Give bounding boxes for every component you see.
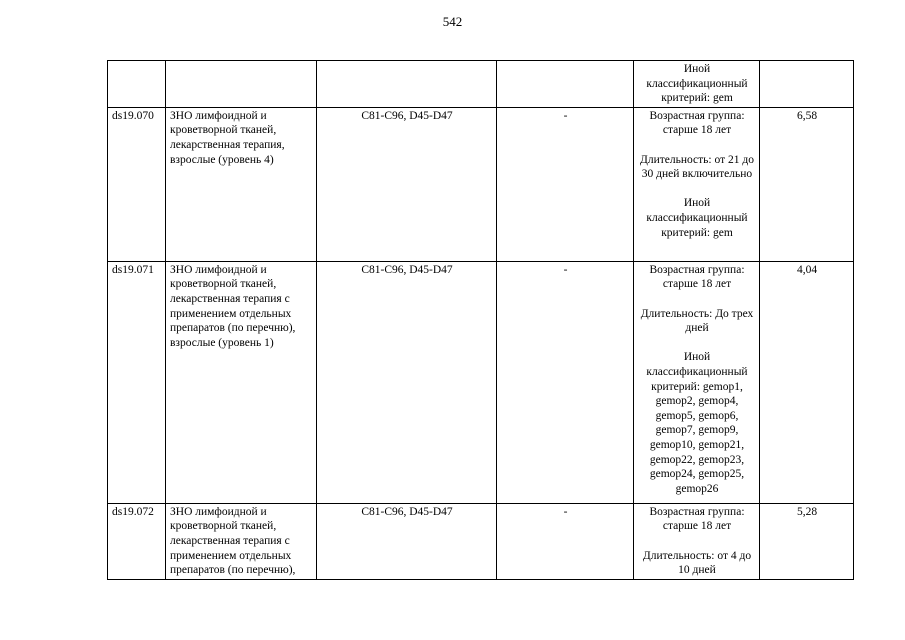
row-name: ЗНО лимфоидной и кроветворной тканей, лекарственная терапия с применением отдельных препаратов (по перечню), взрослые (уровень 1): [166, 261, 317, 503]
row-coefficient: [760, 61, 854, 108]
page-number: 542: [442, 14, 463, 29]
row-mkb-codes: C81-C96, D45-D47: [317, 503, 497, 579]
criteria-other: Иной классификационный критерий: gem: [646, 63, 748, 105]
criteria-duration: Длительность: от 21 до 30 дней включительно: [640, 153, 754, 181]
row-coefficient: 4,04: [760, 261, 854, 503]
row-criteria: [634, 61, 760, 108]
criteria-duration: Длительность: от 4 до 10 дней: [642, 549, 752, 577]
row-extra-codes: [497, 61, 634, 108]
row-mkb-codes: C81-C96, D45-D47: [317, 107, 497, 261]
row-code: ds19.072: [108, 503, 166, 579]
row-mkb-codes: C81-C96, D45-D47: [317, 261, 497, 503]
criteria-other: Иной классификационный критерий: gem: [646, 197, 748, 239]
criteria-age: Возрастная группа: старше 18 лет: [649, 263, 745, 291]
row-code: ds19.070: [108, 107, 166, 261]
table-row: [108, 61, 854, 108]
row-extra-codes: -: [497, 107, 634, 261]
row-code: [108, 61, 166, 108]
criteria-duration: Длительность: До трех дней: [640, 307, 754, 335]
row-criteria: [634, 503, 760, 579]
row-mkb-codes: [317, 61, 497, 108]
row-coefficient: 5,28: [760, 503, 854, 579]
row-name: ЗНО лимфоидной и кроветворной тканей, лекарственная терапия, взрослые (уровень 4): [166, 107, 317, 261]
criteria-age: Возрастная группа: старше 18 лет: [649, 505, 745, 533]
table-row: [108, 261, 854, 503]
row-name: [166, 61, 317, 108]
table-row: [108, 107, 854, 261]
row-coefficient: 6,58: [760, 107, 854, 261]
criteria-age: Возрастная группа: старше 18 лет: [649, 109, 745, 137]
criteria-other: Иной классификационный критерий: gemop1, gemop2, gemop4, gemop5, gemop6, gemop7, gemop9, gemop10, gemop21, gemop22, gemop23, gemop24, gemop25, gemop26: [646, 351, 748, 495]
row-extra-codes: -: [497, 503, 634, 579]
table-row: [108, 503, 854, 579]
row-extra-codes: -: [497, 261, 634, 503]
row-code: ds19.071: [108, 261, 166, 503]
row-name: ЗНО лимфоидной и кроветворной тканей, лекарственная терапия с применением отдельных препаратов (по перечню),: [166, 503, 317, 579]
tariff-table: [107, 60, 854, 580]
row-criteria: [634, 107, 760, 261]
row-criteria: [634, 261, 760, 503]
